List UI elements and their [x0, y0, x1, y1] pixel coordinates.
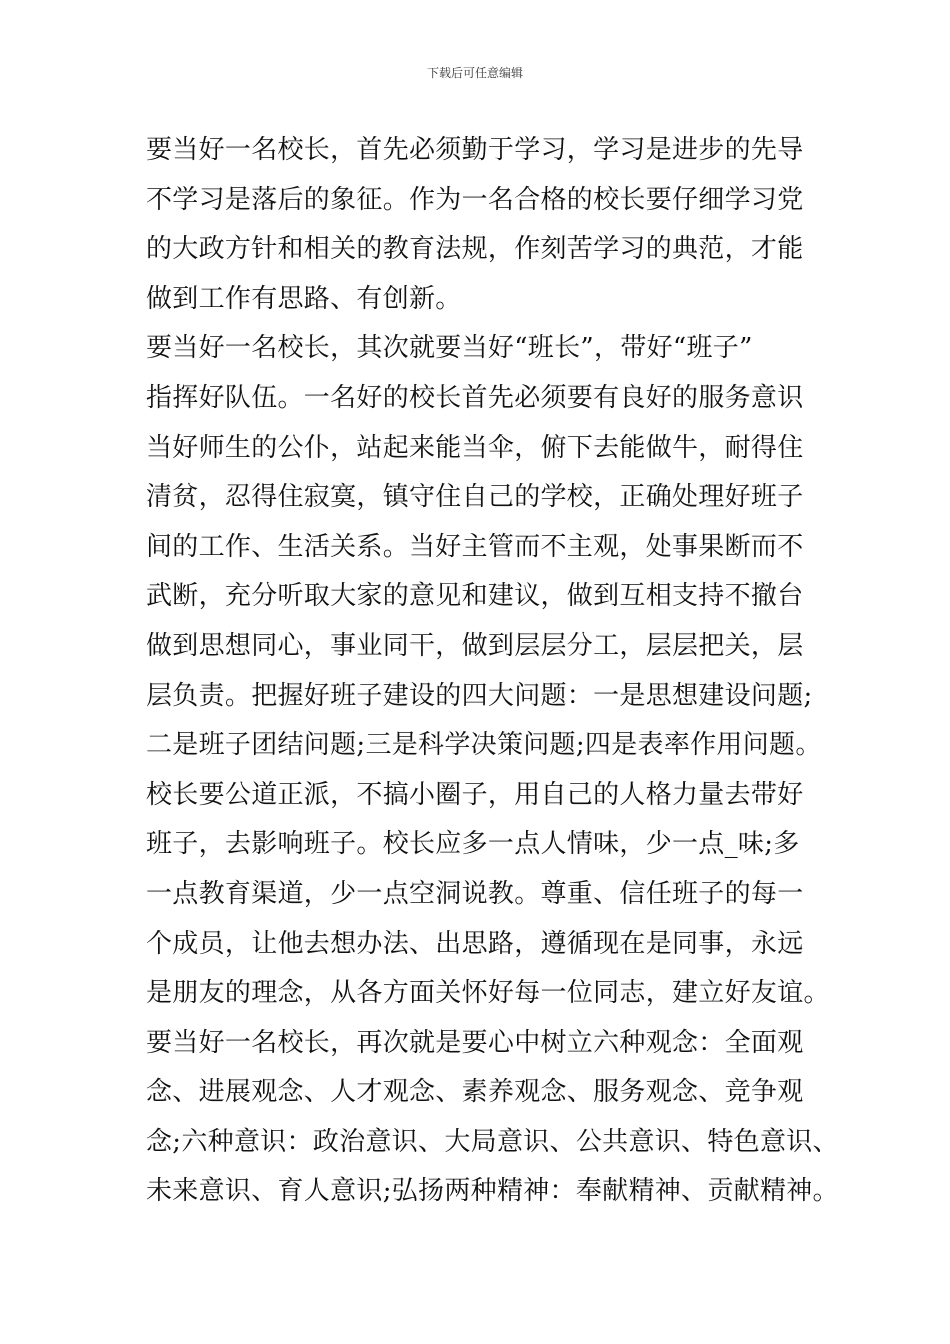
- body-line: 武断，充分听取大家的意见和建议，做到互相支持不撤台: [146, 581, 804, 612]
- body-line: 层负责。把握好班子建设的四大问题：一是思想建设问题;: [146, 680, 813, 711]
- body-line: 当好师生的公仆，站起来能当伞，俯下去能做牛，耐得住: [146, 432, 804, 463]
- body-line: 念、进展观念、人才观念、素养观念、服务观念、竞争观: [146, 1077, 804, 1108]
- body-line: 要当好一名校长，其次就要当好“班长”，带好“班子”: [146, 333, 753, 364]
- body-line: 做到思想同心，事业同干，做到层层分工，层层把关，层: [146, 630, 804, 661]
- body-line: 做到工作有思路、有创新。: [146, 283, 462, 314]
- body-line: 不学习是落后的象征。作为一名合格的校长要仔细学习党: [146, 184, 804, 215]
- body-line: 念;六种意识：政治意识、大局意识、公共意识、特色意识、: [146, 1126, 839, 1157]
- body-line: 是朋友的理念，从各方面关怀好每一位同志，建立好友谊。: [146, 978, 830, 1009]
- body-line: 清贫，忍得住寂寞，镇守住自己的学校，正确处理好班子: [146, 482, 804, 513]
- body-line: 未来意识、育人意识;弘扬两种精神：奉献精神、贡献精神。: [146, 1176, 839, 1207]
- body-line: 间的工作、生活关系。当好主管而不主观，处事果断而不: [146, 531, 804, 562]
- body-line: 一点教育渠道，少一点空洞说教。尊重、信任班子的每一: [146, 878, 804, 909]
- document-body: [146, 126, 839, 1217]
- body-line: 二是班子团结问题;三是科学决策问题;四是表率作用问题。: [146, 730, 822, 761]
- page-header: 下载后可任意编辑: [426, 66, 523, 80]
- body-line: 指挥好队伍。一名好的校长首先必须要有良好的服务意识: [146, 382, 804, 413]
- body-line: 要当好一名校长，再次就是要心中树立六种观念：全面观: [146, 1027, 804, 1058]
- body-line: 要当好一名校长，首先必须勤于学习，学习是进步的先导: [146, 135, 804, 165]
- body-line: 校长要公道正派，不搞小圈子，用自己的人格力量去带好: [146, 779, 804, 810]
- body-line: 班子，去影响班子。校长应多一点人情味，少一点_味;多: [146, 829, 800, 860]
- body-line: 的大政方针和相关的教育法规，作刻苦学习的典范，才能: [146, 234, 804, 265]
- body-line: 个成员，让他去想办法、出思路，遵循现在是同事，永远: [146, 928, 804, 959]
